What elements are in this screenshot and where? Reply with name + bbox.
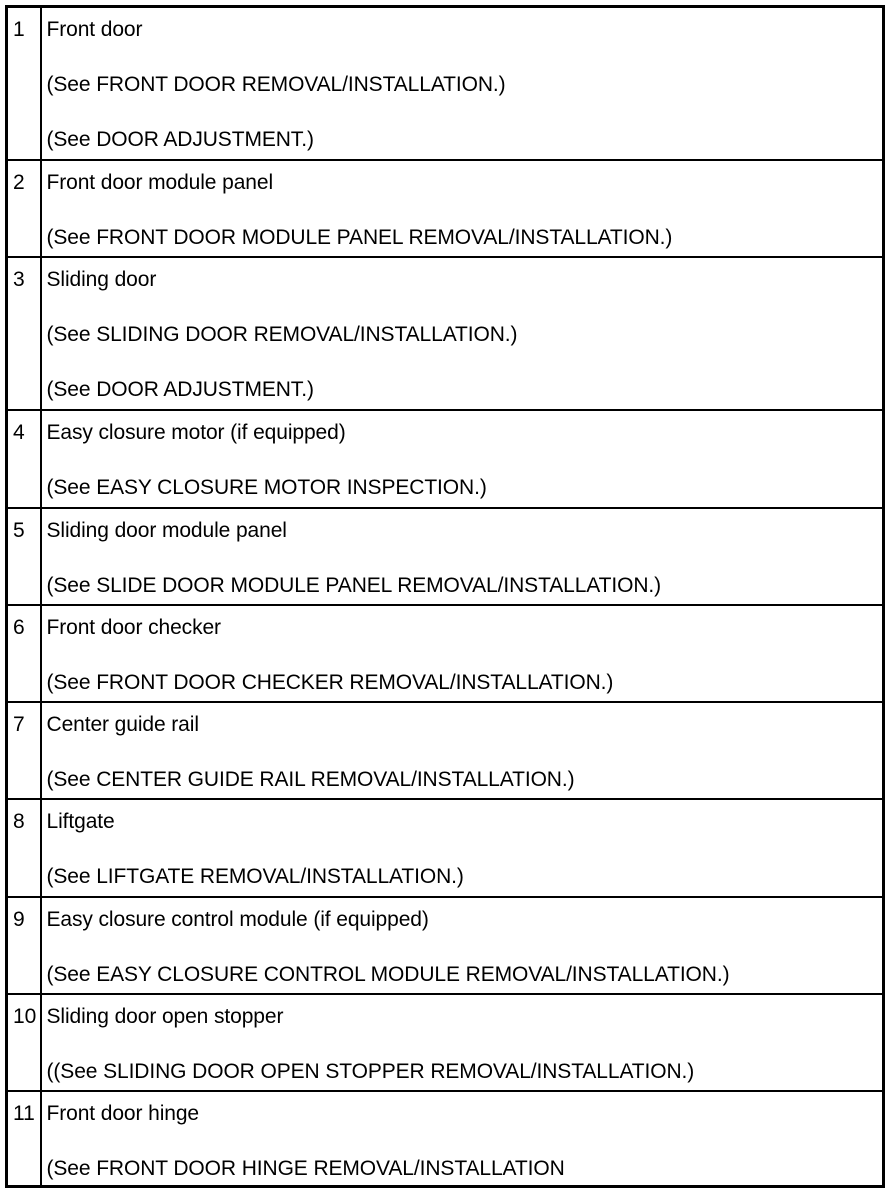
- reference-text: (See EASY CLOSURE CONTROL MODULE REMOVAL/INSTALLATION.): [46, 962, 730, 986]
- row-number: 8: [13, 810, 25, 834]
- table-row: [7, 1091, 884, 1186]
- table-row: [7, 410, 884, 507]
- row-number-cell: [7, 702, 41, 799]
- row-content-cell: [41, 1091, 884, 1186]
- row-content-cell: [41, 257, 884, 410]
- table-row: [7, 605, 884, 702]
- row-number: 1: [13, 18, 25, 41]
- row-number-cell: [7, 410, 41, 507]
- row-number: 6: [13, 615, 25, 639]
- row-number-cell: [7, 994, 41, 1091]
- row-number: 11: [13, 1102, 35, 1126]
- row-content-cell: [41, 897, 884, 994]
- reference-text: (See CENTER GUIDE RAIL REMOVAL/INSTALLATION.): [46, 768, 575, 792]
- table-row: [7, 897, 884, 994]
- row-content-cell: [41, 799, 884, 896]
- table-row: [7, 257, 884, 410]
- reference-text: (See FRONT DOOR REMOVAL/INSTALLATION.): [46, 73, 506, 96]
- reference-text: (See SLIDE DOOR MODULE PANEL REMOVAL/INSTALLATION.): [46, 573, 662, 597]
- reference-text: (See FRONT DOOR HINGE REMOVAL/INSTALLATION: [46, 1157, 565, 1181]
- table-row: [7, 799, 884, 896]
- row-content-cell: [41, 160, 884, 257]
- row-content-cell: [41, 702, 884, 799]
- row-number-cell: [7, 257, 41, 410]
- reference-text: (See SLIDING DOOR REMOVAL/INSTALLATION.): [46, 323, 518, 347]
- component-name: Center guide rail: [46, 713, 199, 737]
- row-number: 10: [13, 1004, 37, 1028]
- row-number: 2: [13, 170, 25, 194]
- table-row: [7, 702, 884, 799]
- row-number: 3: [13, 268, 25, 292]
- component-name: Front door hinge: [46, 1102, 199, 1126]
- row-number: 5: [13, 518, 25, 542]
- row-number-cell: [7, 605, 41, 702]
- row-content-cell: [41, 605, 884, 702]
- row-number: 9: [13, 907, 25, 931]
- component-name: Front door checker: [46, 615, 221, 639]
- row-number-cell: [7, 160, 41, 257]
- row-number-cell: [7, 7, 41, 160]
- row-content-cell: [41, 508, 884, 605]
- row-number-cell: [7, 508, 41, 605]
- row-number-cell: [7, 897, 41, 994]
- reference-text: (See EASY CLOSURE MOTOR INSPECTION.): [46, 476, 487, 500]
- reference-text: ((See SLIDING DOOR OPEN STOPPER REMOVAL/INSTALLATION.): [46, 1059, 695, 1083]
- row-number: 4: [13, 421, 25, 445]
- row-number: 7: [13, 713, 25, 737]
- row-content-cell: [41, 994, 884, 1091]
- component-name: Sliding door module panel: [46, 518, 287, 542]
- reference-text: (See FRONT DOOR CHECKER REMOVAL/INSTALLATION.): [46, 670, 614, 694]
- table-row: [7, 7, 884, 160]
- table-row: [7, 994, 884, 1091]
- component-name: Sliding door open stopper: [46, 1004, 284, 1028]
- row-number-cell: [7, 799, 41, 896]
- reference-text: (See LIFTGATE REMOVAL/INSTALLATION.): [46, 865, 464, 889]
- reference-text: (See DOOR ADJUSTMENT.): [46, 378, 314, 402]
- component-name: Front door module panel: [46, 170, 274, 194]
- row-content-cell: [41, 7, 884, 160]
- component-name: Easy closure motor (if equipped): [46, 421, 346, 445]
- reference-text: (See DOOR ADJUSTMENT.): [46, 128, 314, 151]
- component-name: Sliding door: [46, 268, 157, 292]
- component-name: Front door: [46, 18, 143, 41]
- row-content-cell: [41, 410, 884, 507]
- table-row: [7, 508, 884, 605]
- component-name: Liftgate: [46, 810, 115, 834]
- row-number-cell: [7, 1091, 41, 1186]
- table-row: [7, 160, 884, 257]
- component-name: Easy closure control module (if equipped): [46, 907, 429, 931]
- reference-text: (See FRONT DOOR MODULE PANEL REMOVAL/INSTALLATION.): [46, 225, 673, 249]
- component-table: [5, 5, 885, 1188]
